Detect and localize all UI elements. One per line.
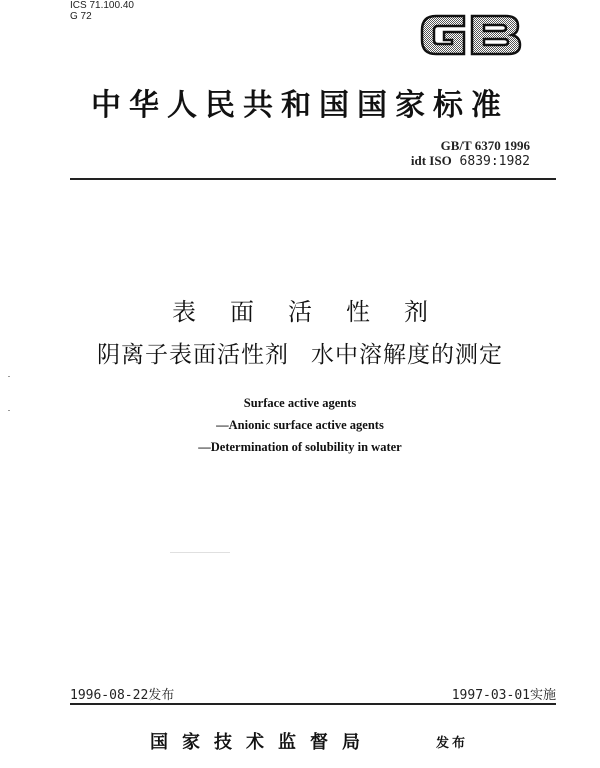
footer-divider <box>70 703 556 705</box>
adoption-line <box>380 153 530 169</box>
iso-reference: 6839:1982 <box>459 154 530 169</box>
dates-row <box>70 684 556 702</box>
title-english <box>0 392 600 458</box>
issue-date: 1996-08-22发布 <box>70 688 175 703</box>
standard-number <box>380 138 530 169</box>
title-cn-main: 表面活性剂 <box>172 298 462 326</box>
adoption-prefix: idt ISO <box>410 153 452 168</box>
header-divider <box>70 178 556 180</box>
ics-code: ICS 71.100.40 <box>70 0 134 11</box>
title-cn-sub-part2: 水中溶解度的测定 <box>311 342 503 368</box>
class-code: G 72 <box>70 11 92 22</box>
title-en-line3: —Determination of solubility in water <box>198 440 402 454</box>
implementation-date: 1997-03-01实施 <box>451 688 556 703</box>
national-standard-title: 中华人民共和国国家标准 <box>91 88 509 123</box>
gb-logo-icon <box>418 6 524 64</box>
title-cn-sub <box>0 336 600 369</box>
classification-codes <box>70 0 134 22</box>
standard-code: GB/T 6370 1996 <box>440 138 530 153</box>
title-cn-sub-part1: 阴离子表面活性剂 <box>97 342 289 368</box>
issue-label: 发布 <box>436 736 469 751</box>
title-en-line1: Surface active agents <box>243 396 357 410</box>
title-en-line2: —Anionic surface active agents <box>216 418 384 432</box>
issuing-authority: 国家技术监督局 <box>150 732 374 753</box>
